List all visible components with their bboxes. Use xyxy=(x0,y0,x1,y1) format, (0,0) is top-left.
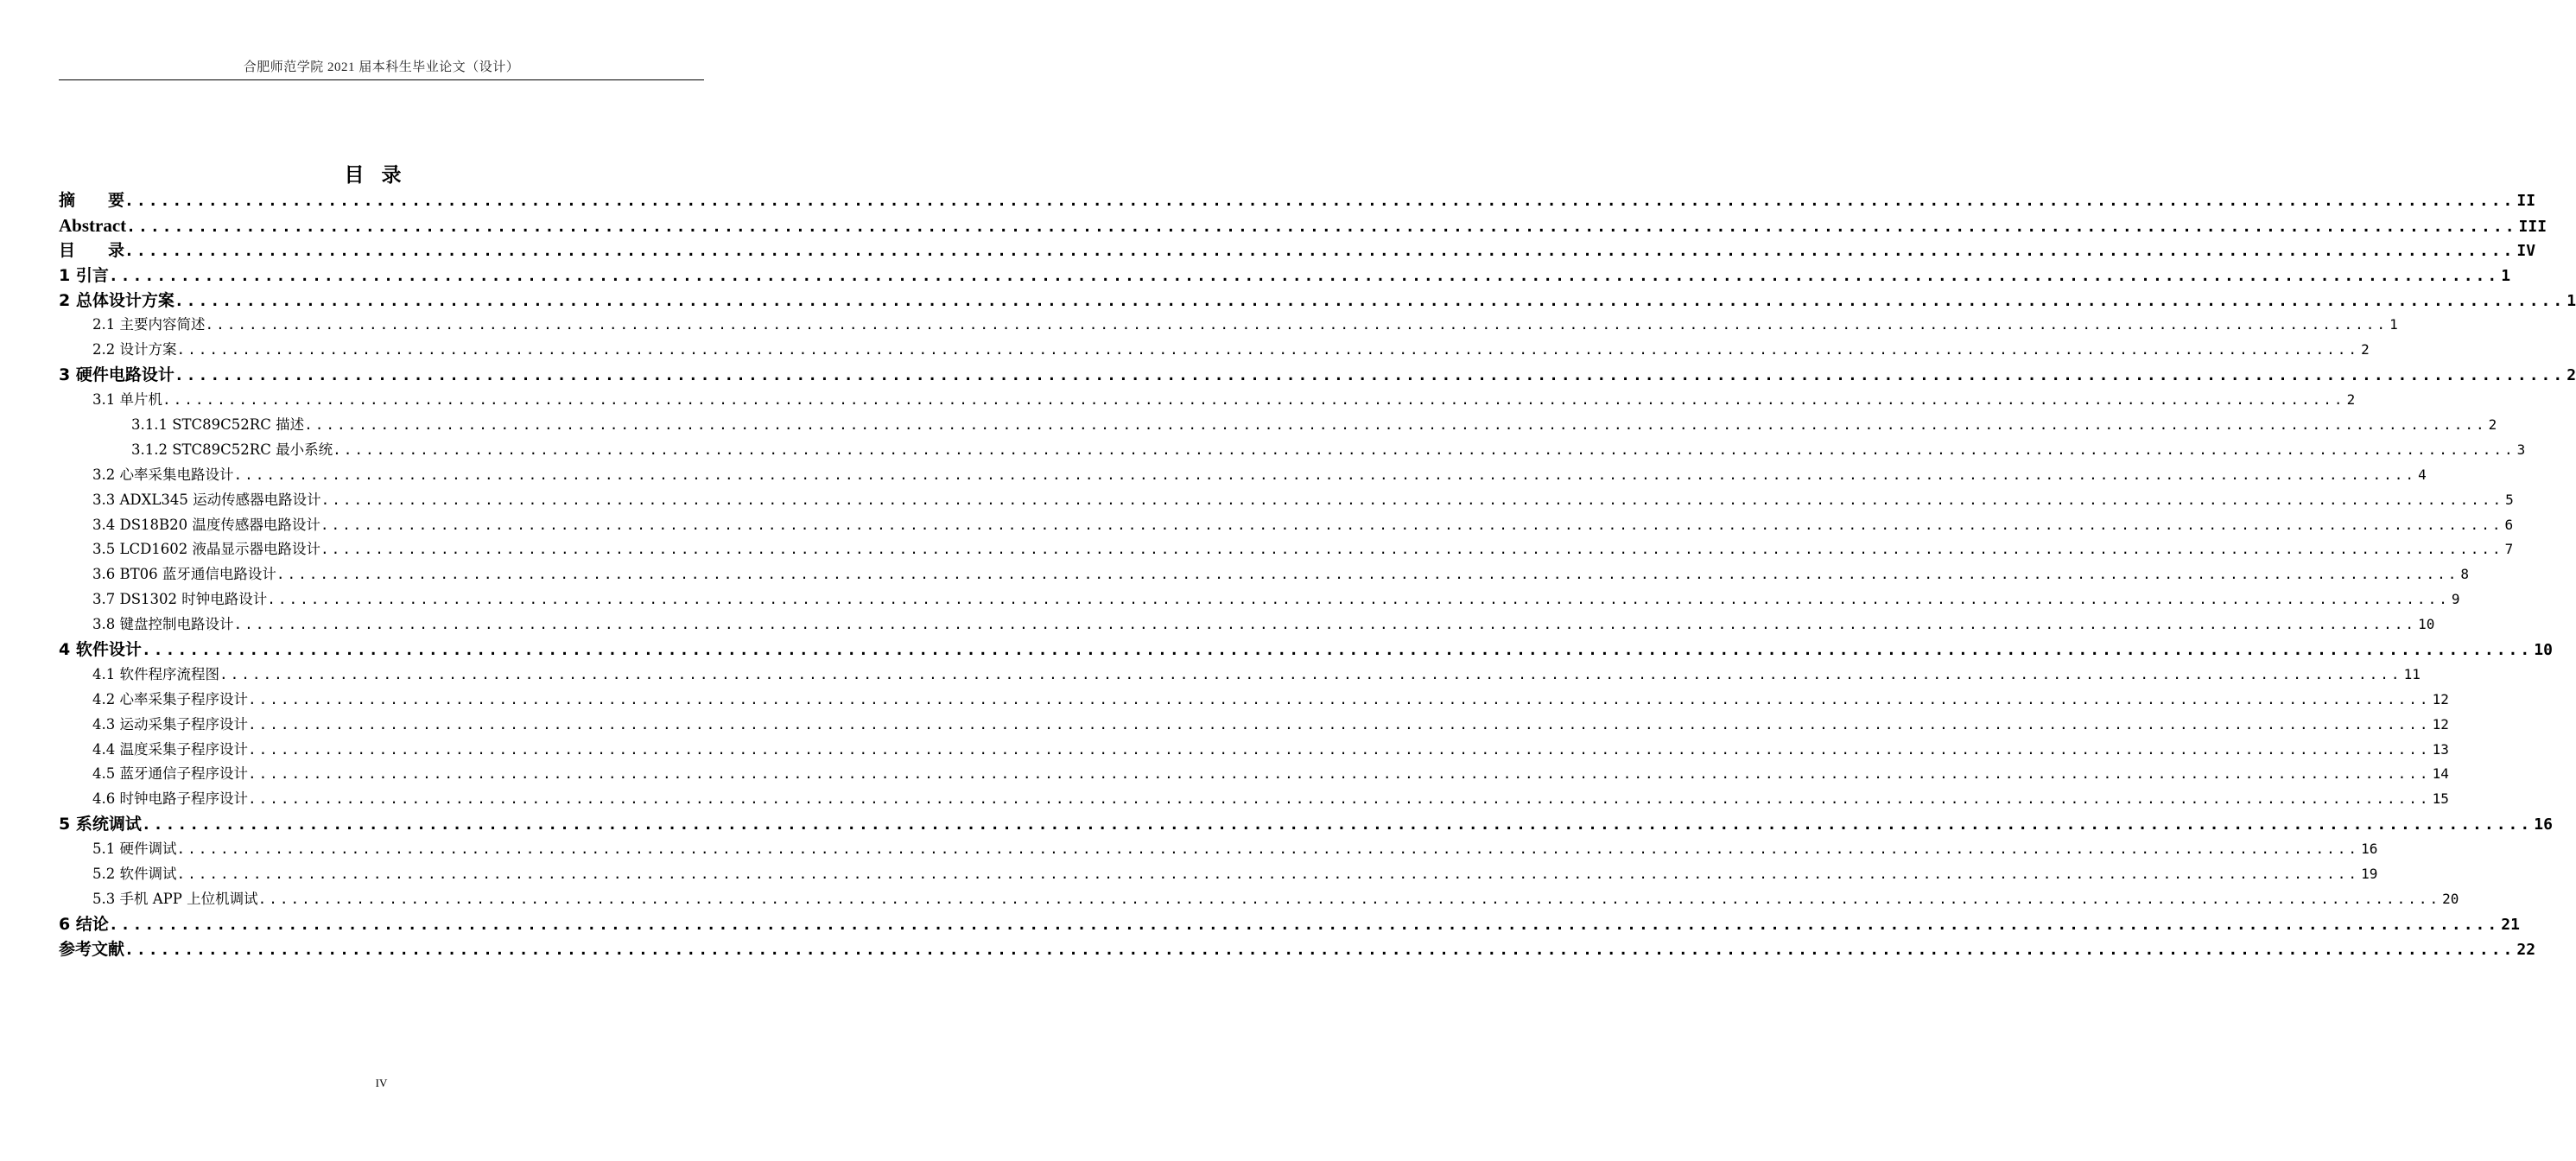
toc-entry[interactable] xyxy=(59,488,2514,513)
dot-leader: ........................................................................................................................................................................................................ xyxy=(141,641,2533,660)
toc-entry-label: 5 系统调试 xyxy=(59,815,142,834)
toc-entry-page: 11 xyxy=(2403,665,2421,682)
toc-entry-label: 参考文献 xyxy=(59,939,125,959)
toc-entry-label: 3.2 心率采集电路设计 xyxy=(92,466,234,483)
toc-entry-page: 14 xyxy=(2432,765,2449,783)
toc-entry[interactable] xyxy=(59,937,2536,962)
toc-entry-page: 20 xyxy=(2442,890,2459,907)
dot-leader: ........................................................................................................................................................................................................ xyxy=(248,690,2431,707)
toc-entry-label: 目 录 xyxy=(59,240,125,260)
toc-entry-label: 4.2 心率采集子程序设计 xyxy=(92,690,248,707)
toc-entry-page: 3 xyxy=(2516,441,2526,458)
running-header: 合肥师范学院 2021 届本科生毕业论文（设计） xyxy=(243,60,520,74)
toc-entry[interactable] xyxy=(59,213,2547,238)
toc-entry-label: 5.1 硬件调试 xyxy=(92,841,177,858)
toc-entry-page: II xyxy=(2516,192,2536,210)
toc-entry-label: Abstract xyxy=(59,214,127,236)
toc-entry-page: 21 xyxy=(2501,915,2520,934)
toc-entry-page: 5 xyxy=(2505,491,2514,508)
toc-entry-label: 3.4 DS18B20 温度传感器电路设计 xyxy=(92,516,320,533)
dot-leader: ........................................................................................................................................................................................................ xyxy=(233,616,2417,633)
dot-leader: ........................................................................................................................................................................................................ xyxy=(233,466,2417,483)
dot-leader: ........................................................................................................................................................................................................ xyxy=(257,890,2441,907)
toc-entry-label: 4.3 运动采集子程序设计 xyxy=(92,715,248,733)
toc-entry[interactable] xyxy=(59,438,2526,463)
toc-entry[interactable] xyxy=(59,513,2514,538)
toc-entry[interactable] xyxy=(59,388,2356,413)
toc-entry-page: 2 xyxy=(2488,416,2497,434)
dot-leader: ........................................................................................................................................................................................................ xyxy=(176,341,2360,358)
toc-entry[interactable] xyxy=(59,762,2449,787)
dot-leader: ........................................................................................................................................................................................................ xyxy=(320,516,2503,533)
dot-leader: ........................................................................................................................................................................................................ xyxy=(304,416,2487,434)
toc-entry[interactable] xyxy=(59,812,2553,837)
toc-entry-page: 1 xyxy=(2501,266,2511,285)
dot-leader: ........................................................................................................................................................................................................ xyxy=(176,841,2360,858)
toc-entry-page: 2 xyxy=(2361,341,2370,358)
toc-entry-page: 16 xyxy=(2534,815,2553,834)
dot-leader: ........................................................................................................................................................................................................ xyxy=(248,765,2431,783)
dot-leader: ........................................................................................................................................................................................................ xyxy=(176,866,2360,883)
dot-leader: ........................................................................................................................................................................................................ xyxy=(267,591,2450,608)
toc-entry-page: 12 xyxy=(2432,715,2449,733)
toc-entry-page: 9 xyxy=(2451,591,2460,608)
toc-entry-page: 4 xyxy=(2418,466,2427,483)
toc-entry[interactable] xyxy=(59,713,2449,738)
toc-entry-page: IV xyxy=(2516,241,2536,260)
dot-leader: ........................................................................................................................................................................................................ xyxy=(108,266,2500,285)
toc-entry-label: 3.7 DS1302 时钟电路设计 xyxy=(92,591,268,608)
toc-entry[interactable] xyxy=(59,837,2378,862)
dot-leader: ........................................................................................................................................................................................................ xyxy=(276,566,2459,583)
toc-entry-label: 5.2 软件调试 xyxy=(92,866,177,883)
dot-leader: ........................................................................................................................................................................................................ xyxy=(320,541,2503,558)
dot-leader: ........................................................................................................................................................................................................ xyxy=(124,192,2516,210)
toc-entry-label: 3.8 键盘控制电路设计 xyxy=(92,616,234,633)
toc-entry-page: 10 xyxy=(2534,641,2553,660)
toc-entry-label: 4.5 蓝牙通信子程序设计 xyxy=(92,765,248,783)
toc-entry-label: 6 结论 xyxy=(59,914,109,934)
toc-entry-label: 3.5 LCD1602 液晶显示器电路设计 xyxy=(92,541,321,558)
dot-leader: ........................................................................................................................................................................................................ xyxy=(174,291,2566,310)
dot-leader: ........................................................................................................................................................................................................ xyxy=(248,715,2431,733)
dot-leader: ........................................................................................................................................................................................................ xyxy=(108,915,2500,934)
toc-entry[interactable] xyxy=(59,738,2449,763)
dot-leader: ........................................................................................................................................................................................................ xyxy=(174,366,2566,385)
toc-entry-label: 3.6 BT06 蓝牙通信电路设计 xyxy=(92,566,276,583)
dot-leader: ........................................................................................................................................................................................................ xyxy=(141,815,2533,834)
toc-entry-page: 10 xyxy=(2418,616,2435,633)
header-rule xyxy=(59,79,704,80)
toc-entry-page: 7 xyxy=(2504,541,2514,558)
toc-entry-page: 13 xyxy=(2432,740,2449,758)
dot-leader: ........................................................................................................................................................................................................ xyxy=(219,665,2402,682)
toc-entry-page: 19 xyxy=(2361,866,2378,883)
toc-title: 目录 xyxy=(344,164,419,187)
toc-entry[interactable] xyxy=(59,263,2511,289)
toc-entry[interactable] xyxy=(59,238,2536,263)
toc-entry[interactable] xyxy=(59,638,2553,663)
toc-entry-page: 2 xyxy=(2346,391,2356,409)
toc-entry-label: 摘 要 xyxy=(59,191,125,210)
table-of-contents xyxy=(59,188,2576,962)
dot-leader: ........................................................................................................................................................................................................ xyxy=(124,940,2516,959)
toc-entry[interactable] xyxy=(59,463,2427,488)
toc-entry-page: 15 xyxy=(2432,790,2449,808)
toc-entry[interactable] xyxy=(59,289,2576,314)
toc-entry-page: 1 xyxy=(2566,291,2576,310)
toc-entry-label: 3.1.2 STC89C52RC 最小系统 xyxy=(131,441,333,458)
toc-entry-label: 4.1 软件程序流程图 xyxy=(92,665,219,682)
toc-entry[interactable] xyxy=(59,587,2460,612)
toc-entry[interactable] xyxy=(59,413,2497,438)
dot-leader: ........................................................................................................................................................................................................ xyxy=(248,740,2431,758)
toc-entry-label: 4 软件设计 xyxy=(59,640,142,660)
toc-entry[interactable] xyxy=(59,912,2520,937)
dot-leader: ........................................................................................................................................................................................................ xyxy=(333,441,2516,458)
toc-entry-page: 16 xyxy=(2361,841,2378,858)
toc-entry-label: 3.1.1 STC89C52RC 描述 xyxy=(131,416,305,434)
toc-entry[interactable] xyxy=(59,338,2370,363)
toc-entry-label: 2.1 主要内容简述 xyxy=(92,316,206,333)
dot-leader: ........................................................................................................................................................................................................ xyxy=(162,391,2345,409)
toc-entry-label: 4.4 温度采集子程序设计 xyxy=(92,740,248,758)
dot-leader: ........................................................................................................................................................................................................ xyxy=(205,316,2389,333)
toc-entry-page: 2 xyxy=(2566,366,2576,385)
toc-entry-page: 12 xyxy=(2432,690,2449,707)
dot-leader: ........................................................................................................................................................................................................ xyxy=(320,491,2504,508)
toc-entry[interactable] xyxy=(59,612,2435,638)
toc-entry[interactable] xyxy=(59,562,2470,587)
toc-entry-page: 1 xyxy=(2389,316,2398,333)
toc-entry[interactable] xyxy=(59,663,2421,688)
toc-entry[interactable] xyxy=(59,537,2514,562)
toc-entry-label: 2 总体设计方案 xyxy=(59,290,174,310)
footer-page-number: IV xyxy=(375,1076,388,1089)
toc-entry-label: 1 引言 xyxy=(59,265,109,285)
toc-entry-page: 22 xyxy=(2516,940,2536,959)
toc-entry[interactable] xyxy=(59,313,2398,338)
toc-entry[interactable] xyxy=(59,688,2449,713)
toc-entry-label: 3.1 单片机 xyxy=(92,391,162,409)
toc-entry[interactable] xyxy=(59,887,2459,912)
toc-entry[interactable] xyxy=(59,787,2449,812)
toc-entry-label: 4.6 时钟电路子程序设计 xyxy=(92,790,248,808)
toc-entry-label: 3.3 ADXL345 运动传感器电路设计 xyxy=(92,491,321,508)
toc-entry[interactable] xyxy=(59,188,2536,213)
toc-entry-page: 6 xyxy=(2504,516,2514,533)
dot-leader: ........................................................................................................................................................................................................ xyxy=(124,241,2516,260)
dot-leader: ........................................................................................................................................................................................................ xyxy=(126,217,2517,236)
toc-entry-page: III xyxy=(2518,217,2547,236)
dot-leader: ........................................................................................................................................................................................................ xyxy=(248,790,2431,808)
toc-entry-label: 5.3 手机 APP 上位机调试 xyxy=(92,890,258,907)
toc-entry-label: 2.2 设计方案 xyxy=(92,341,177,358)
toc-entry[interactable] xyxy=(59,862,2378,887)
toc-entry-label: 3 硬件电路设计 xyxy=(59,365,174,385)
toc-entry[interactable] xyxy=(59,363,2576,388)
toc-entry-page: 8 xyxy=(2460,566,2470,583)
